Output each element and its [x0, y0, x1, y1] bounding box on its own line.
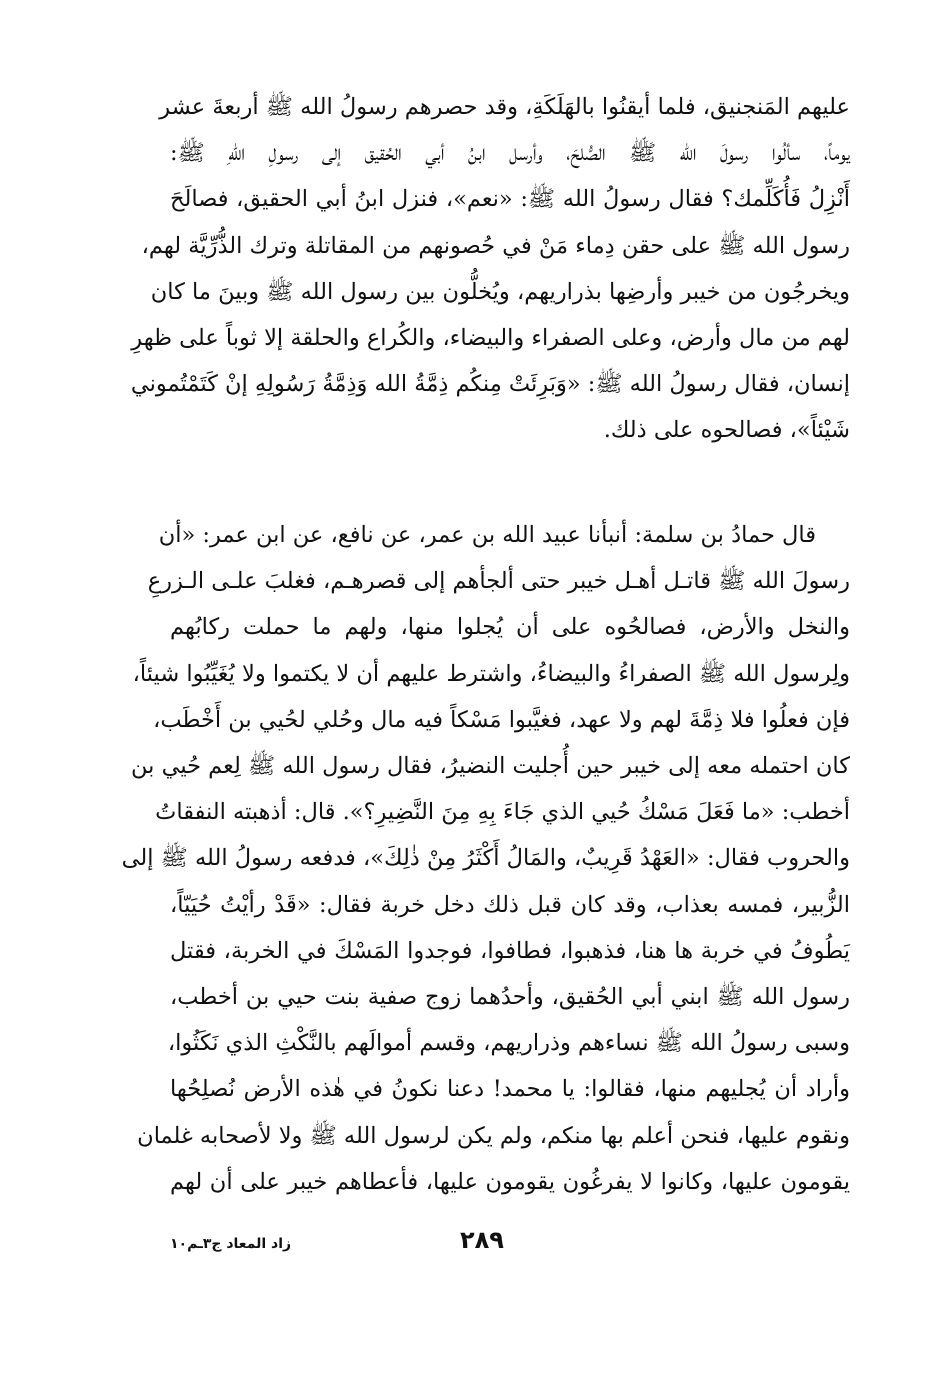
text-line: شَيْئاً»، فصالحوه على ذلك.: [603, 417, 850, 444]
text-line: ونقوم عليها، فنحن أعلم بها منكم، ولم يكن لرسول الله ﷺ ولا لأصحابه غلمان: [137, 1122, 850, 1149]
page-number: ٢٨٩: [460, 1226, 504, 1254]
text-line: كان احتمله معه إلى خيبر حين أُجليت النضيرُ، فقال رسول الله ﷺ لِعم حُيي بن: [131, 753, 850, 780]
text-line: ولِرسول الله ﷺ الصفراءُ والبيضاءُ، واشترط عليهم أن لا يكتموا ولا يُغَيِّبُوا شيئاً،: [132, 660, 850, 687]
text-line: ويخرجُون من خيبر وأرضِها بذراريهم، ويُخلُّون بين رسول الله ﷺ وبينَ ما كان: [150, 278, 850, 305]
text-line: والنخل والأرض، فصالحُوه على أن يُجلوا منها، ولهم ما حملت ركابُهم: [170, 614, 850, 641]
volume-reference: زاد المعاد ج٣ـم١٠: [170, 1236, 292, 1252]
text-line: وأراد أن يُجليهم منها، فقالوا: يا محمد! دعنا نكونُ في هٰذه الأرض نُصلِحُها: [170, 1076, 850, 1103]
text-line: فإن فعلُوا فلا ذِمَّةَ لهم ولا عهد، فغيَّبوا مَسْكاً فيه مال وحُلي لحُيي بن أَخْطَب،: [153, 706, 850, 733]
text-line: قال حمادُ بن سلمة: أنبأنا عبيد الله بن عمر، عن نافع، عن ابن عمر: «أن: [158, 522, 816, 548]
text-line: يوماً، سألُوا رسولَ الله ﷺ الصُّلحَ، وأرسل ابنُ أبي الحُقيق إلى رسولِ اللّهِ ﷺ:: [170, 140, 850, 167]
text-line: عليهم المَنجنيق، فلما أيقنُوا بالهَلَكَةِ، وقد حصرهم رسولُ الله ﷺ أربعةَ عشر: [159, 94, 850, 120]
paragraph-khaybar-surrender: [130, 84, 850, 454]
page-footer: [170, 1226, 850, 1266]
text-line: رسول الله ﷺ على حقن دِماء مَنْ في حُصونهم من المقاتلة وترك الذُّرِّيَّة لهم،: [141, 232, 850, 259]
text-line: يقومون عليها، وكانوا لا يفرغُون يقومون عليها، فأعطاهم خيبر على أن لهم: [170, 1168, 850, 1195]
text-line: إنسان، فقال رسولُ الله ﷺ: «وَبَرِئَتْ مِنكُم ذِمَّةُ الله وَذِمَّةُ رَسُولِهِ إنْ كَتَمْتُموني: [130, 371, 850, 398]
text-line: أخطب: «ما فَعَلَ مَسْكُ حُيي الذي جَاءَ بِهِ مِنَ النَّضِيرِ؟». قال: أذهبته النفقاتُ: [155, 799, 850, 826]
text-line: والحروب فقال: «العَهْدُ قَرِيبٌ، والمَالُ أَكْثَرُ مِنْ ذٰلِكَ»، فدفعه رسولُ الله ﷺ إلى: [121, 845, 850, 872]
text-line: وسبى رسولُ الله ﷺ نساءهم وذراريهم، وقسم أموالَهم بالنَّكْثِ الذي نَكَثُوا،: [167, 1030, 850, 1057]
text-line: الزُّبير، فمسه بعذاب، وقد كان قبل ذلك دخل خربة فقال: «قَدْ رأيْتُ حُيَيّاً،: [170, 891, 850, 918]
text-line: رسولَ الله ﷺ قاتـل أهـل خيبر حتى ألجأهم إلى قصرهـم، فغلبَ علـى الـزرعِ: [147, 568, 850, 595]
text-line: أَنْزِلُ فَأُكَلِّمك؟ فقال رسولُ الله ﷺ: «نعم»، فنزل ابنُ أبي الحقيق، فصالَحَ: [170, 186, 850, 213]
text-line: رسول الله ﷺ ابني أبي الحُقيق، وأحدُهما زوج صفية بنت حيي بن أخطب،: [170, 984, 850, 1011]
text-line: يَطُوفُ في خربة ها هنا، فذهبوا، فطافوا، فوجدوا المَسْكَ في الخربة، فقتل: [170, 937, 850, 964]
paragraph-hammad-narration: [121, 512, 850, 1205]
text-line: لهم من مال وأرض، وعلى الصفراء والبيضاء، والكُراع والحلقة إلا ثوباً على ظهرِ: [131, 325, 850, 352]
